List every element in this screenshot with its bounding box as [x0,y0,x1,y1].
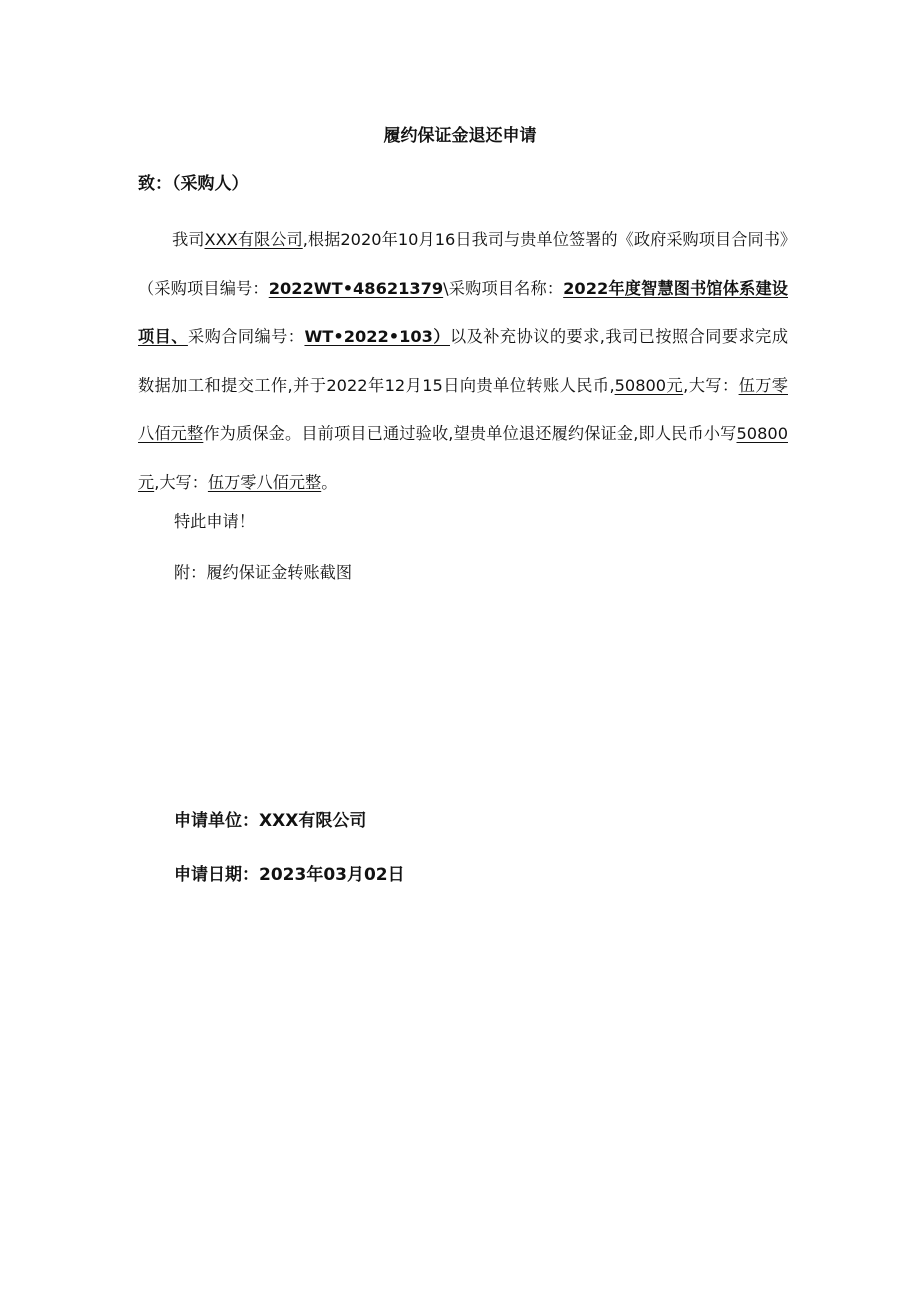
project-code: 2022WT•48621379 [268,278,444,298]
project-name: 2022年度智慧图书馆体系建设项目、 [138,278,788,346]
amount-figure-2: 50800元 [138,424,788,492]
date-line: 申请日期：2023年03月02日 [174,865,405,885]
applicant-line: 申请单位：XXX有限公司 [174,811,367,831]
contract-code: WT•2022•103） [304,327,450,346]
amount-figure-1: 50800元 [614,375,684,395]
body-text-8: ,大写： [154,472,208,492]
body-paragraph [138,216,788,507]
body-text-9: 。 [321,472,338,492]
body-text-7: 作为质保金。目前项目已通过验收,望贵单位退还履约保证金,即人民币小写 [203,424,737,443]
closing-line: 特此申请！ [174,512,255,531]
amount-words-2: 伍万零八佰元整 [207,472,322,492]
body-text-6: ,大写： [683,375,739,395]
amount-words-1: 伍万零八佰元整 [138,375,788,443]
body-text-2: ,根据2020年10月16日我司与贵单位签署的《政府采购项目合同书》（采购项目编号： [138,230,789,298]
addressee-line: 致：（采购人） [138,174,249,194]
body-text-3: \采购项目名称： [443,278,564,298]
attachment-note: 附：履约保证金转账截图 [174,563,353,582]
body-text-5: 以及补充协议的要求,我司已按照合同要求完成数据加工和提交工作,并于2022年12月15日向贵单位转账人民币, [138,327,789,395]
document-title: 履约保证金退还申请 [383,126,537,146]
company-name: XXX有限公司 [204,230,303,249]
body-text-4: 采购合同编号： [187,327,305,346]
body-text-1: 我司 [172,230,205,249]
